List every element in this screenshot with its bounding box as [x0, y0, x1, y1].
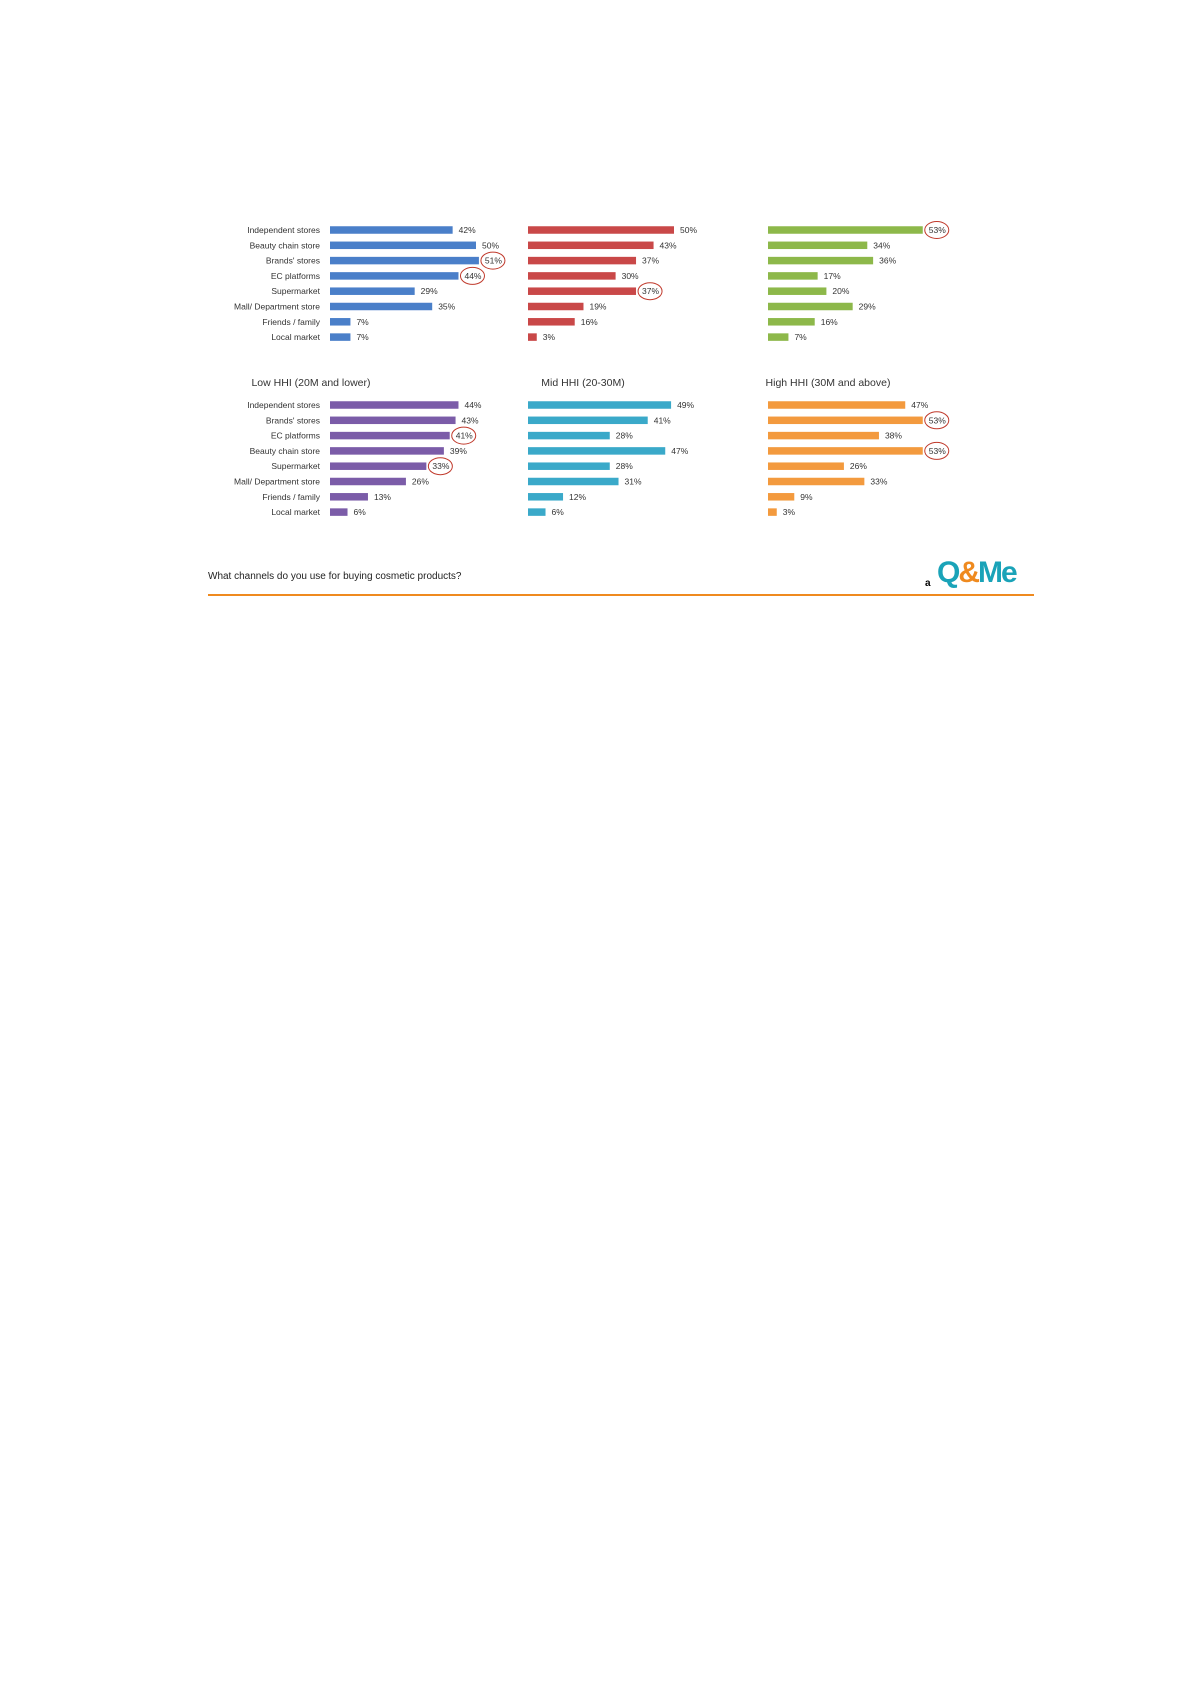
bar — [528, 493, 563, 501]
bar — [330, 318, 350, 326]
category-label: Brands' stores — [265, 415, 320, 426]
bar — [330, 272, 458, 280]
category-label: Friends / family — [262, 316, 320, 327]
chart-panel-3 — [768, 222, 949, 343]
value-label: 19% — [589, 301, 607, 312]
bar — [330, 333, 350, 341]
bar — [768, 447, 923, 455]
chart-figure — [208, 212, 1038, 602]
bar — [528, 303, 583, 311]
value-label: 29% — [420, 286, 438, 297]
category-label: Mall/ Department store — [234, 476, 320, 487]
bar — [528, 447, 665, 455]
value-label: 7% — [356, 332, 369, 343]
bar — [768, 333, 788, 341]
bar — [528, 226, 674, 234]
bar — [528, 508, 546, 515]
bar — [330, 417, 456, 425]
value-label: 33% — [870, 476, 888, 487]
category-label: Friends / family — [262, 491, 320, 502]
value-label: 31% — [624, 476, 642, 487]
bar — [528, 417, 648, 425]
value-label: 34% — [873, 240, 891, 251]
chart-panel-4 — [234, 377, 482, 517]
value-label: 28% — [615, 430, 633, 441]
value-label: 6% — [551, 507, 564, 518]
value-label: 37% — [642, 255, 660, 266]
value-label: 43% — [659, 240, 677, 251]
bar — [768, 287, 826, 295]
value-label: 13% — [373, 491, 391, 502]
bar — [528, 287, 636, 295]
value-label: 36% — [879, 255, 897, 266]
chart-panel-5 — [528, 377, 695, 517]
value-label: 16% — [820, 316, 838, 327]
logo-wordmark: Q&Me — [937, 556, 1016, 589]
bar — [528, 462, 610, 470]
bar — [768, 272, 818, 280]
panel-title: Mid HHI (20-30M) — [541, 377, 625, 389]
bar — [528, 432, 610, 440]
value-label: 43% — [461, 415, 479, 426]
bar — [768, 493, 794, 501]
qme-logo — [925, 556, 1035, 590]
panel-title: High HHI (30M and above) — [765, 377, 891, 389]
value-label: 3% — [542, 332, 556, 343]
value-label: 41% — [653, 415, 671, 426]
bar — [768, 226, 923, 234]
value-label: 44% — [464, 400, 482, 410]
value-label: 12% — [569, 491, 587, 502]
chart-panel-6 — [766, 377, 949, 517]
bar — [330, 303, 432, 311]
value-label: 44% — [464, 270, 482, 281]
bar — [768, 242, 867, 250]
category-label: Local market — [271, 332, 320, 343]
bar — [330, 478, 406, 486]
bar — [528, 318, 575, 326]
value-label: 50% — [680, 225, 698, 235]
category-label: Independent stores — [247, 400, 320, 410]
value-label: 53% — [928, 225, 946, 235]
value-label: 38% — [884, 430, 902, 441]
bar — [768, 462, 844, 470]
value-label: 6% — [353, 507, 366, 518]
bar — [528, 401, 671, 409]
category-label: EC platforms — [270, 430, 320, 441]
panel-title: Low HHI (20M and lower) — [251, 377, 371, 389]
value-label: 53% — [928, 445, 946, 456]
value-label: 30% — [621, 270, 639, 281]
bar — [768, 478, 864, 486]
bar — [330, 432, 450, 440]
value-label: 42% — [458, 225, 476, 235]
value-label: 20% — [832, 286, 850, 297]
bar — [330, 226, 453, 234]
bar — [330, 242, 476, 250]
value-label: 7% — [356, 316, 369, 327]
chart-panel-2 — [528, 225, 697, 342]
category-label: Supermarket — [271, 286, 320, 297]
value-label: 49% — [677, 400, 695, 410]
category-label: EC platforms — [270, 270, 320, 281]
bar — [768, 432, 879, 440]
category-label: Supermarket — [271, 461, 320, 472]
value-label: 39% — [449, 445, 467, 456]
bar — [330, 447, 444, 455]
value-label: 28% — [615, 461, 633, 472]
value-label: 51% — [484, 255, 502, 266]
category-label: Beauty chain store — [249, 445, 320, 456]
bar — [768, 417, 923, 425]
bar — [330, 462, 426, 470]
category-label: Brands' stores — [265, 255, 320, 266]
bar — [330, 493, 368, 501]
bar — [330, 257, 479, 265]
value-label: 35% — [438, 301, 456, 312]
category-label: Mall/ Department store — [234, 301, 320, 312]
value-label: 26% — [411, 476, 429, 487]
bar — [768, 508, 777, 515]
bar — [768, 401, 905, 409]
value-label: 29% — [858, 301, 876, 312]
logo-dot: a — [925, 578, 931, 589]
bar-charts-grid — [208, 212, 1038, 602]
value-label: 37% — [642, 286, 660, 297]
bar — [768, 303, 853, 311]
bar — [528, 478, 619, 486]
category-label: Local market — [271, 507, 320, 518]
value-label: 26% — [849, 461, 867, 472]
category-label: Beauty chain store — [249, 240, 320, 251]
value-label: 9% — [800, 491, 813, 502]
value-label: 47% — [671, 445, 689, 456]
value-label: 50% — [482, 240, 500, 251]
bar — [330, 401, 458, 409]
category-label: Independent stores — [247, 225, 320, 235]
bar — [528, 242, 654, 250]
bar — [330, 508, 348, 515]
value-label: 17% — [823, 270, 841, 281]
caption-rule — [208, 594, 1034, 596]
bar — [528, 257, 636, 265]
bar — [330, 287, 415, 295]
value-label: 47% — [911, 400, 929, 410]
bar — [768, 318, 815, 326]
value-label: 33% — [432, 461, 450, 472]
chart-caption: What channels do you use for buying cosmetic products? — [208, 571, 462, 582]
chart-panel-1 — [234, 225, 505, 342]
bar — [528, 333, 537, 341]
value-label: 3% — [782, 507, 796, 518]
value-label: 16% — [580, 316, 598, 327]
value-label: 7% — [794, 332, 807, 343]
value-label: 53% — [928, 415, 946, 426]
value-label: 41% — [455, 430, 473, 441]
bar — [768, 257, 873, 265]
bar — [528, 272, 616, 280]
